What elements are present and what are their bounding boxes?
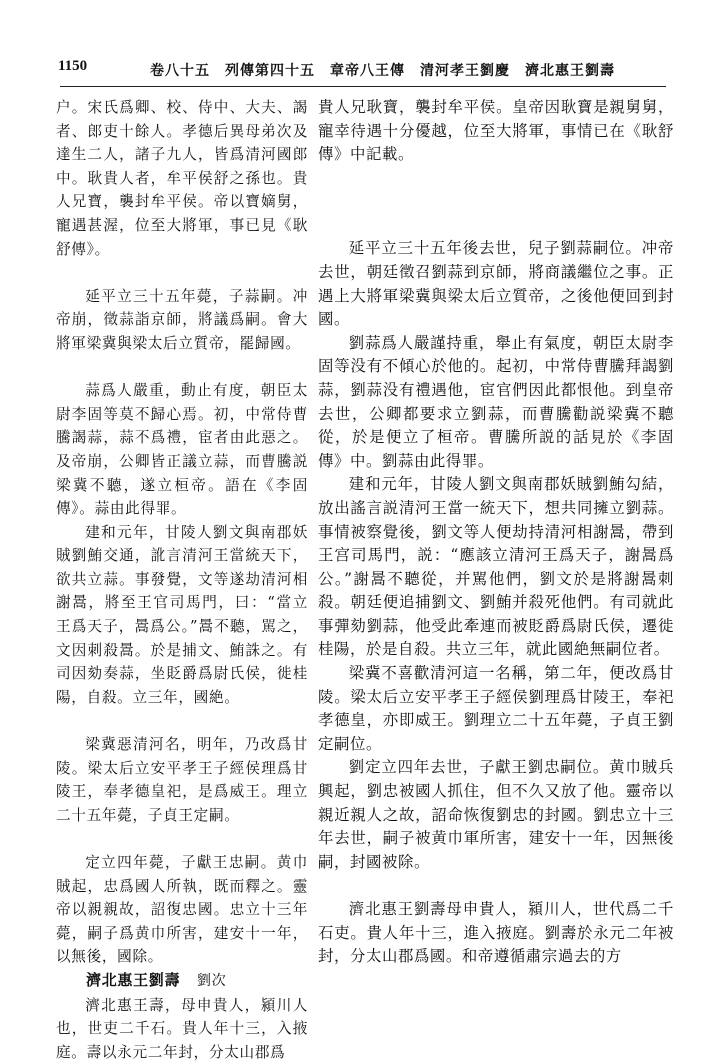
right-paragraph: 梁冀不喜歡清河這一名稱，第二年，便改爲甘陵。梁太后立安平孝王子經侯劉理爲甘陵王，奉祀孝德皇，亦即威王。劉理立二十五年薨，子貞王劉定嗣位。 xyxy=(318,664,674,753)
left-paragraph: 延平立三十五年薨，子蒜嗣。冲帝崩，徵蒜詣京師，將議爲嗣。會大將軍梁冀與梁太后立質帝，罷歸國。 xyxy=(56,287,308,352)
section-title: 濟北惠王劉壽 xyxy=(86,970,181,989)
left-paragraph: 蒜爲人嚴重，動止有度，朝臣太尉李固等莫不歸心焉。初，中常侍曹騰謁蒜，蒜不爲禮，宦者由此惡之。及帝崩，公卿皆正議立蒜，而曹騰説梁冀不聽，遂立桓帝。語在《李固傳》。蒜由此得罪。 xyxy=(56,382,308,518)
section-author: 劉次 xyxy=(197,972,227,989)
right-paragraph-continuation: 貴人兄耿寶，襲封牟平侯。皇帝因耿寶是親舅舅，寵幸待遇十分優越，位至大將軍，事情已在《耿舒傳》中記載。 xyxy=(318,98,674,164)
left-paragraph: 建和元年，甘陵人劉文與南郡妖賊劉鮪交通，訛言清河王當統天下，欲共立蒜。事發覺，文等遂劫清河相謝暠，將至王官司馬門，曰：“當立王爲天子，暠爲公。”暠不聽，駡之，文因刺殺暠。於是捕文、鮪誅之。有司因劾奏蒜，坐貶爵爲尉氏侯，徙桂陽，自殺。立三年，國絶。 xyxy=(56,523,308,706)
section-heading xyxy=(56,969,308,994)
header-rule xyxy=(60,86,666,87)
left-paragraph: 濟北惠王壽，母申貴人，潁川人也，世吏二千石。貴人年十三，入掖庭。壽以永元二年封，分太山郡爲 xyxy=(56,996,308,1061)
right-paragraph: 劉定立四年去世，子獻王劉忠嗣位。黄巾賊兵興起，劉忠被國人抓住，但不久又放了他。靈帝以親近親人之故，詔命恢復劉忠的封國。劉忠立十三年去世，嗣子被黄巾軍所害，建安十一年，因無後嗣，封國被除。 xyxy=(318,758,674,871)
left-paragraph: 梁冀惡清河名，明年，乃改爲甘陵。梁太后立安平孝王子經侯理爲甘陵王，奉孝德皇祀，是爲威王。理立二十五年薨，子貞王定嗣。 xyxy=(56,736,308,824)
running-header-title: 卷八十五 列傳第四十五 章帝八王傳 清河孝王劉慶 濟北惠王劉壽 xyxy=(150,63,615,79)
left-paragraph-continuation: 户。宋氏爲卿、校、侍中、大夫、謁者、郎吏十餘人。孝德后異母弟次及達生二人，諸子九人，皆爲清河國郎中。耿貴人者，牟平侯舒之孫也。貴人兄寶，襲封牟平侯。帝以寶嫡舅，寵遇甚渥，位至大將軍，事已見《耿舒傳》。 xyxy=(56,99,308,258)
right-paragraph: 延平立三十五年後去世，兒子劉蒜嗣位。冲帝去世，朝廷徵召劉蒜到京師，將商議繼位之事。正遇上大將軍梁冀與梁太后立質帝，之後他便回到封國。 xyxy=(318,239,674,329)
right-paragraph: 建和元年，甘陵人劉文與南郡妖賊劉鮪勾結，放出謠言説清河王當一統天下，想共同擁立劉蒜。事情被察覺後，劉文等人便劫持清河相謝暠，帶到王宫司馬門，説：“應該立清河王爲天子，謝暠爲公。”謝暠不聽從，并駡他們，劉文於是將謝暠刺殺。朝廷便追捕劉文、劉鮪并殺死他們。有司就此事彈劾劉蒜，他受此牽連而被貶爵爲尉氏侯，遷徙桂陽，於是自殺。共立三年，就此國絶無嗣位者。 xyxy=(318,475,674,659)
page-number: 1150 xyxy=(58,58,88,74)
right-column-translation xyxy=(318,96,674,969)
left-column-original-text xyxy=(56,96,308,1064)
right-paragraph: 劉蒜爲人嚴謹持重，舉止有氣度，朝臣太尉李固等没有不傾心於他的。起初，中常侍曹騰拜謁劉蒜，劉蒜没有禮遇他，宦官們因此都恨他。到皇帝去世，公卿都要求立劉蒜，而曹騰勸説梁冀不聽從，於是便立了桓帝。曹騰所説的話見於《李固傳》中。劉蒜由此得罪。 xyxy=(318,333,674,470)
left-paragraph: 定立四年薨，子獻王忠嗣。黄巾賊起，忠爲國人所執，既而釋之。靈帝以親親故，詔復忠國。忠立十三年薨，嗣子爲黄巾所害，建安十一年，以無後，國除。 xyxy=(56,854,308,966)
right-paragraph: 濟北惠王劉壽母申貴人，潁川人，世代爲二千石吏。貴人年十三，進入掖庭。劉壽於永元二年被封，分太山郡爲國。和帝遵循肅宗過去的方 xyxy=(318,900,674,966)
